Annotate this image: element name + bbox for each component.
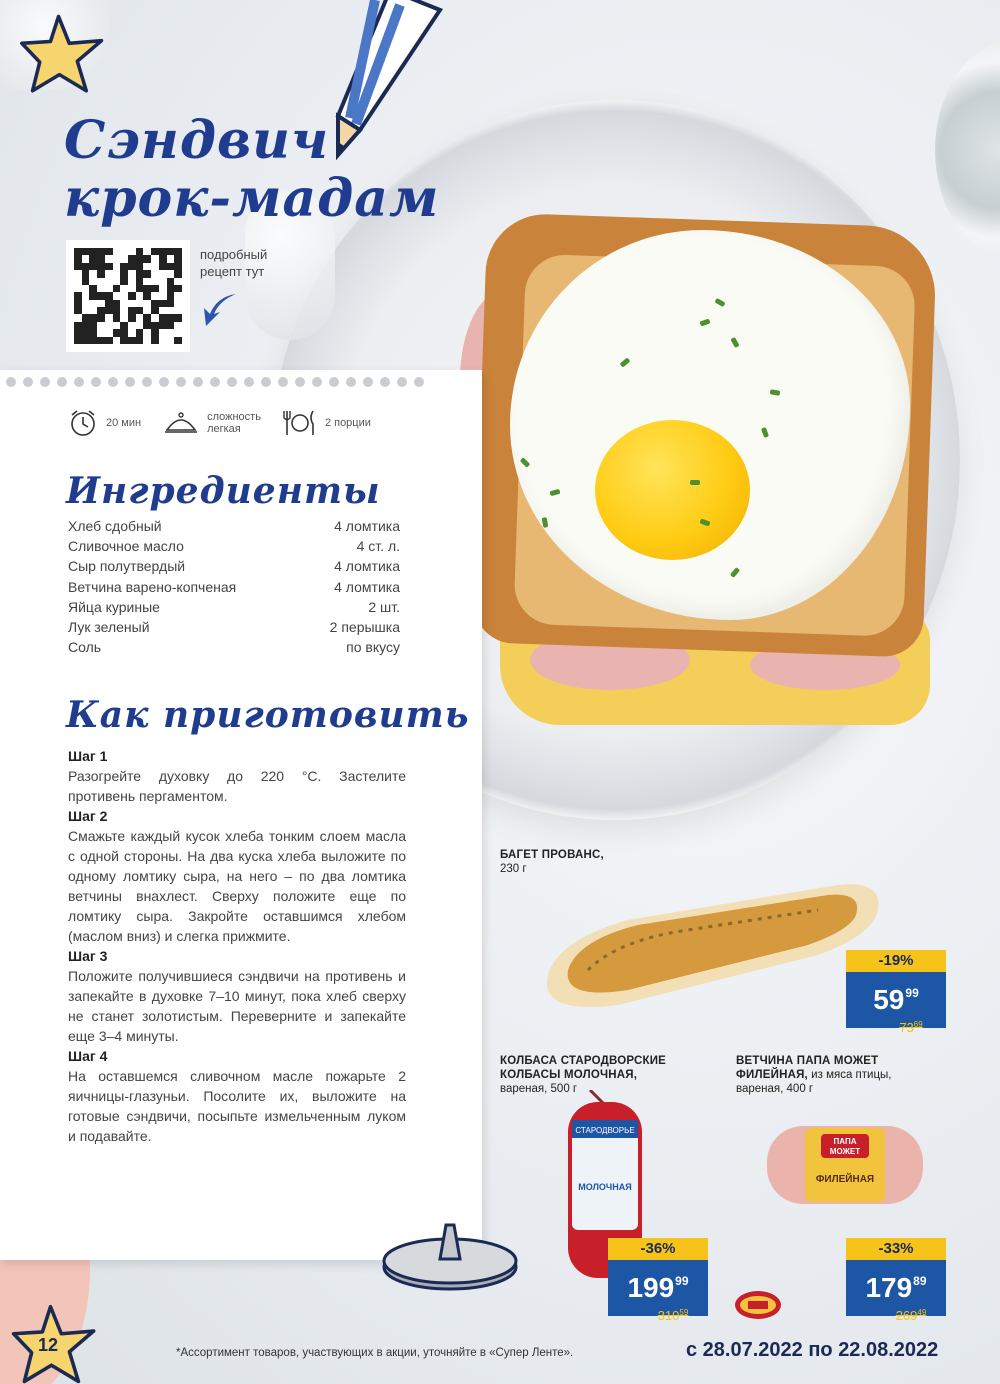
ham-image	[765, 1120, 925, 1210]
ingredient-row	[68, 637, 400, 657]
discount-badge: -36%	[608, 1238, 708, 1260]
step-title: Шаг 1	[68, 748, 108, 764]
card-hole	[108, 377, 118, 387]
card-hole	[91, 377, 101, 387]
arrow-icon	[200, 290, 240, 330]
old-price	[876, 1017, 946, 1036]
product-name: ВЕТЧИНА ПАПА МОЖЕТ ФИЛЕЙНАЯ,	[736, 1055, 879, 1081]
product-name: КОЛБАСА СТАРОДВОРСКИЕ КОЛБАСЫ МОЛОЧНАЯ,	[500, 1055, 667, 1081]
ingredient-qty: 4 ломтика	[334, 578, 400, 595]
card-hole	[57, 377, 67, 387]
old-price-cents: 69	[913, 1020, 923, 1029]
price-main: 59	[873, 984, 905, 1015]
old-price-main: 73	[899, 1020, 914, 1035]
card-hole	[329, 377, 339, 387]
qr-code[interactable]	[66, 240, 190, 352]
card-hole	[363, 377, 373, 387]
card-hole	[23, 377, 33, 387]
old-price	[876, 1305, 946, 1324]
step-text: На оставшемся сливочном масле пожарьте 2 яичницы-глазуньи. Посолите их, выложите на готовые сэндвичи, посыпьте измельченным луком и подавайте.	[68, 1068, 406, 1144]
baguette-image	[538, 880, 888, 1010]
step-text: Положите получившиеся сэндвичи на противень и запекайте в духовке 7–10 минут, пока хлеб сверху не станет золотистым. Переверните и запекайте еще 3–4 минуты.	[68, 968, 406, 1044]
ingredients-heading: Ингредиенты	[66, 470, 381, 512]
card-hole	[261, 377, 271, 387]
ham-brand-line1: ПАПА	[833, 1137, 857, 1146]
price-tag-sausage	[608, 1238, 708, 1323]
servings-label: 2 порции	[324, 417, 371, 429]
ingredient-row	[68, 577, 400, 597]
sandwich-photo	[470, 210, 940, 730]
qr-caption-line1: подробный	[200, 247, 268, 262]
ingredient-qty: 2 перышка	[329, 618, 400, 635]
card-hole	[40, 377, 50, 387]
price-main: 179	[865, 1272, 913, 1303]
time-label: 20 мин	[106, 417, 142, 429]
ingredient-name: Сыр полутвердый	[68, 558, 186, 575]
card-hole	[193, 377, 203, 387]
discount-badge: -19%	[846, 950, 946, 972]
card-hole	[210, 377, 220, 387]
recipe-title-line1: Сэндвич	[64, 110, 330, 171]
price-tag-ham	[846, 1238, 946, 1323]
ingredient-name: Сливочное масло	[68, 538, 184, 555]
price-main: 199	[627, 1272, 675, 1303]
old-price-main: 310	[657, 1308, 680, 1323]
card-hole	[74, 377, 84, 387]
card-hole	[312, 377, 322, 387]
current-price	[846, 976, 946, 1017]
sausage-name-text: МОЛОЧНАЯ	[578, 1182, 632, 1192]
product-label-ham	[736, 1054, 926, 1096]
ingredients-list	[68, 516, 400, 657]
card-hole	[346, 377, 356, 387]
ingredient-name: Яйца куриные	[68, 598, 160, 615]
old-price-main: 269	[895, 1308, 918, 1323]
price-cents: 89	[913, 1274, 927, 1288]
current-price	[608, 1264, 708, 1305]
step-text: Разогрейте духовку до 220 °С. Застелите противень пергаментом.	[68, 768, 406, 804]
page-number: 12	[38, 1335, 59, 1355]
ingredient-name: Ветчина варено-копченая	[68, 578, 237, 595]
cutlery-icon	[283, 408, 317, 438]
price-cents: 99	[675, 1274, 689, 1288]
card-hole	[397, 377, 407, 387]
qr-caption	[200, 246, 267, 280]
old-price	[638, 1305, 708, 1324]
product-weight: 230 г	[500, 863, 527, 875]
footnote: *Ассортимент товаров, участвующих в акции, уточняйте в «Супер Ленте».	[176, 1347, 574, 1359]
card-hole	[295, 377, 305, 387]
card-hole	[278, 377, 288, 387]
step-title: Шаг 4	[68, 1048, 108, 1064]
ingredient-name: Хлеб сдобный	[68, 518, 162, 534]
ingredient-row	[68, 516, 400, 536]
promo-dates: с 28.07.2022 по 22.08.2022	[686, 1339, 939, 1361]
step-text: Смажьте каждый кусок хлеба тонким слоем масла с одной стороны. На два куска хлеба выложите по одному ломтику сыра, на него – по два ломтика ветчины внахлест. Сверху положите еще по ломтику сыра. Закройте оставшимся хлебом (маслом вниз) и слегка прижмите.	[68, 828, 406, 944]
ingredient-qty: 4 ломтика	[334, 518, 400, 534]
ingredient-row	[68, 617, 400, 637]
ingredient-row	[68, 556, 400, 576]
card-hole	[6, 377, 16, 387]
brand-logo	[734, 1290, 782, 1320]
card-hole	[142, 377, 152, 387]
star-icon	[18, 12, 108, 97]
card-hole	[414, 377, 424, 387]
cloche-icon	[163, 408, 199, 438]
card-hole	[125, 377, 135, 387]
price-tag-baguette	[846, 950, 946, 1035]
difficulty-line1: сложность	[207, 411, 261, 423]
sausage-brand-text: СТАРОДВОРЬЕ	[575, 1126, 635, 1135]
card-hole	[176, 377, 186, 387]
step-title: Шаг 2	[68, 808, 108, 824]
card-hole	[159, 377, 169, 387]
qr-caption-line2: рецепт тут	[200, 264, 265, 279]
recipe-title-line2: крок-мадам	[64, 168, 440, 229]
ingredient-qty: 2 шт.	[368, 598, 400, 615]
ham-name-text: ФИЛЕЙНАЯ	[815, 1174, 875, 1185]
product-weight: из мяса птицы, вареная, 400 г	[736, 1069, 892, 1095]
card-hole	[227, 377, 237, 387]
price-cents: 99	[905, 986, 919, 1000]
ingredient-row	[68, 536, 400, 556]
ham-brand-line2: МОЖЕТ	[829, 1147, 861, 1156]
product-weight: вареная, 500 г	[500, 1083, 578, 1095]
current-price	[846, 1264, 946, 1305]
method-heading: Как приготовить	[66, 694, 470, 736]
ingredient-qty: по вкусу	[346, 639, 400, 656]
product-name: БАГЕТ ПРОВАНС,	[500, 849, 604, 861]
card-hole	[380, 377, 390, 387]
discount-badge: -33%	[846, 1238, 946, 1260]
card-hole	[244, 377, 254, 387]
recipe-meta	[68, 408, 393, 438]
ingredient-row	[68, 597, 400, 617]
step-title: Шаг 3	[68, 948, 108, 964]
card-holes	[6, 377, 424, 387]
method-steps	[68, 746, 406, 1146]
product-label-baguette	[500, 848, 604, 876]
ingredient-qty: 4 ст. л.	[356, 538, 400, 555]
old-price-cents: 59	[679, 1308, 689, 1317]
ingredient-qty: 4 ломтика	[334, 558, 400, 575]
pushpin-icon	[380, 1215, 520, 1295]
egg-yolk	[595, 420, 750, 560]
ingredient-name: Соль	[68, 639, 102, 656]
old-price-cents: 49	[917, 1308, 927, 1317]
difficulty-line2: легкая	[207, 423, 241, 435]
recipe-title	[64, 112, 439, 228]
ingredient-name: Лук зеленый	[68, 618, 150, 635]
alarm-clock-icon	[68, 408, 98, 438]
difficulty-label	[207, 411, 261, 435]
